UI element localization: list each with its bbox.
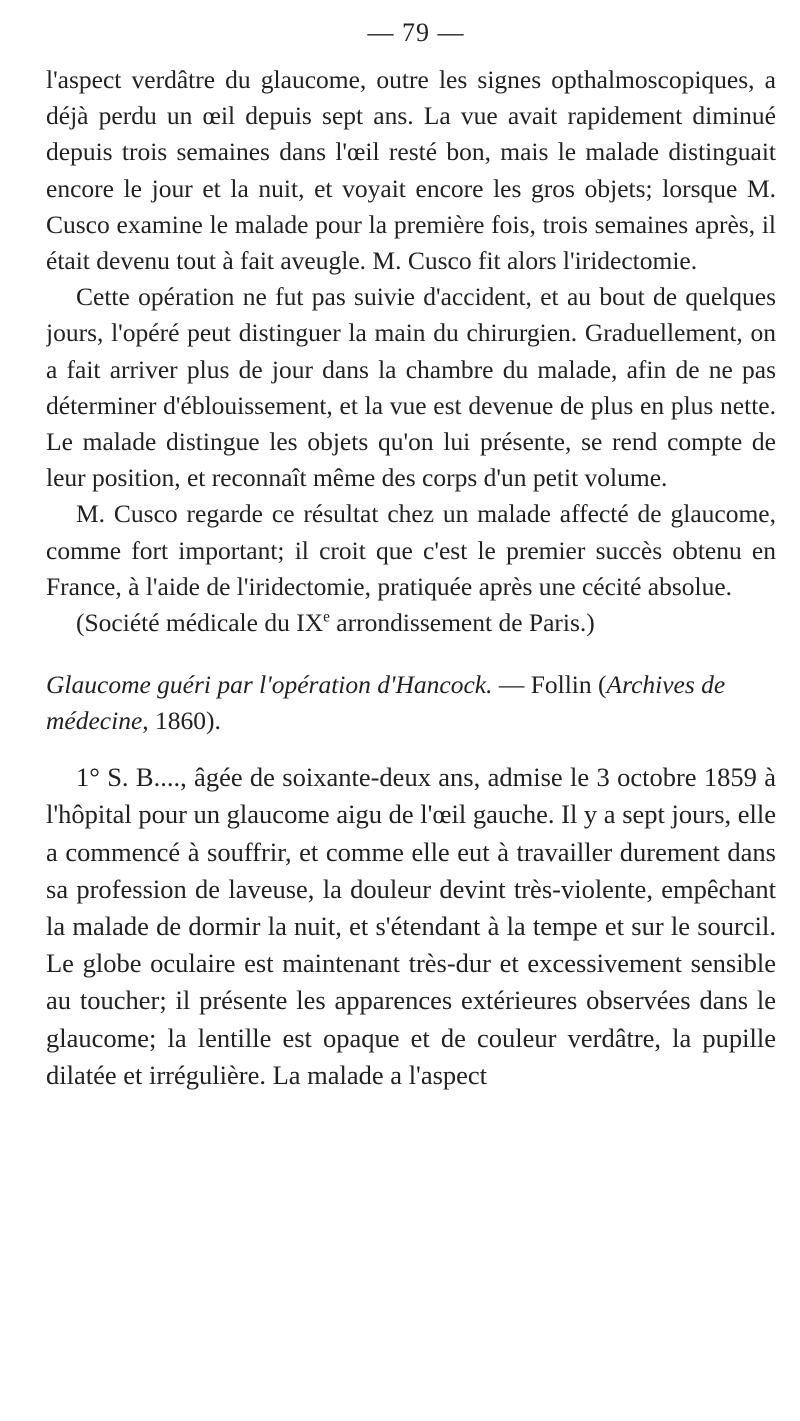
paragraph-result: M. Cusco regarde ce résultat chez un malade affecté de glaucome, comme fort important; il croit que c'est le premier succès obtenu en France, à l'aide de l'iridectomie, pratiquée après une cécité absolue.: [46, 499, 776, 601]
case-heading-separator: — Follin (: [492, 670, 607, 700]
case-heading-journal: Archives de médecine: [46, 670, 726, 736]
section-gap-small: [46, 739, 776, 759]
source-attribution: [46, 605, 776, 641]
case-heading-tail: , 1860).: [142, 706, 221, 736]
case-heading: [46, 667, 776, 739]
section-gap: [46, 641, 776, 667]
case-heading-title: Glaucome guéri par l'opération d'Hancock.: [46, 670, 493, 700]
paragraph-operation: Cette opération ne fut pas suivie d'accident, et au bout de quelques jours, l'opéré peut distinguer la main du chirurgien. Graduellement, on a fait arriver plus de jour dans la chambre du malade, afin de ne pas déterminer d'éblouissement, et la vue est devenue de plus en plus nette. Le malade distingue les objets qu'on lui présente, se rend compte de leur position, et reconnaît même des corps d'un petit volume.: [46, 282, 776, 493]
source-attribution-end: arrondissement de Paris.): [329, 608, 595, 638]
book-page: [46, 18, 776, 1408]
paragraph-continuation: l'aspect verdâtre du glaucome, outre les signes opthalmoscopiques, a déjà perdu un œil depuis sept ans. La vue avait rapidement diminué depuis trois semaines dans l'œil resté bon, mais le malade distinguait encore le jour et la nuit, et voyait encore les gros objets; lorsque M. Cusco examine le malade pour la première fois, trois semaines après, il était devenu tout à fait aveugle. M. Cusco fit alors l'iridectomie.: [46, 65, 776, 276]
case-description: 1° S. B...., âgée de soixante-deux ans, admise le 3 octobre 1859 à l'hôpital pour un glaucome aigu de l'œil gauche. Il y a sept jours, elle a commencé à souffrir, et comme elle eut à travailler durement dans sa profession de laveuse, la douleur devint très-violente, empêchant la malade de dormir la nuit, et s'étendant à la tempe et sur le sourcil. Le globe oculaire est maintenant très-dur et excessivement sensible au toucher; il présente les apparences extérieures observées dans le glaucome; la lentille est opaque et de couleur verdâtre, la pupille dilatée et irrégulière. La malade a l'aspect: [46, 762, 776, 1090]
source-attribution-start: (Société médicale du IX: [76, 608, 324, 638]
source-attribution-superscript: e: [323, 608, 330, 626]
page-number: — 79 —: [367, 18, 465, 47]
